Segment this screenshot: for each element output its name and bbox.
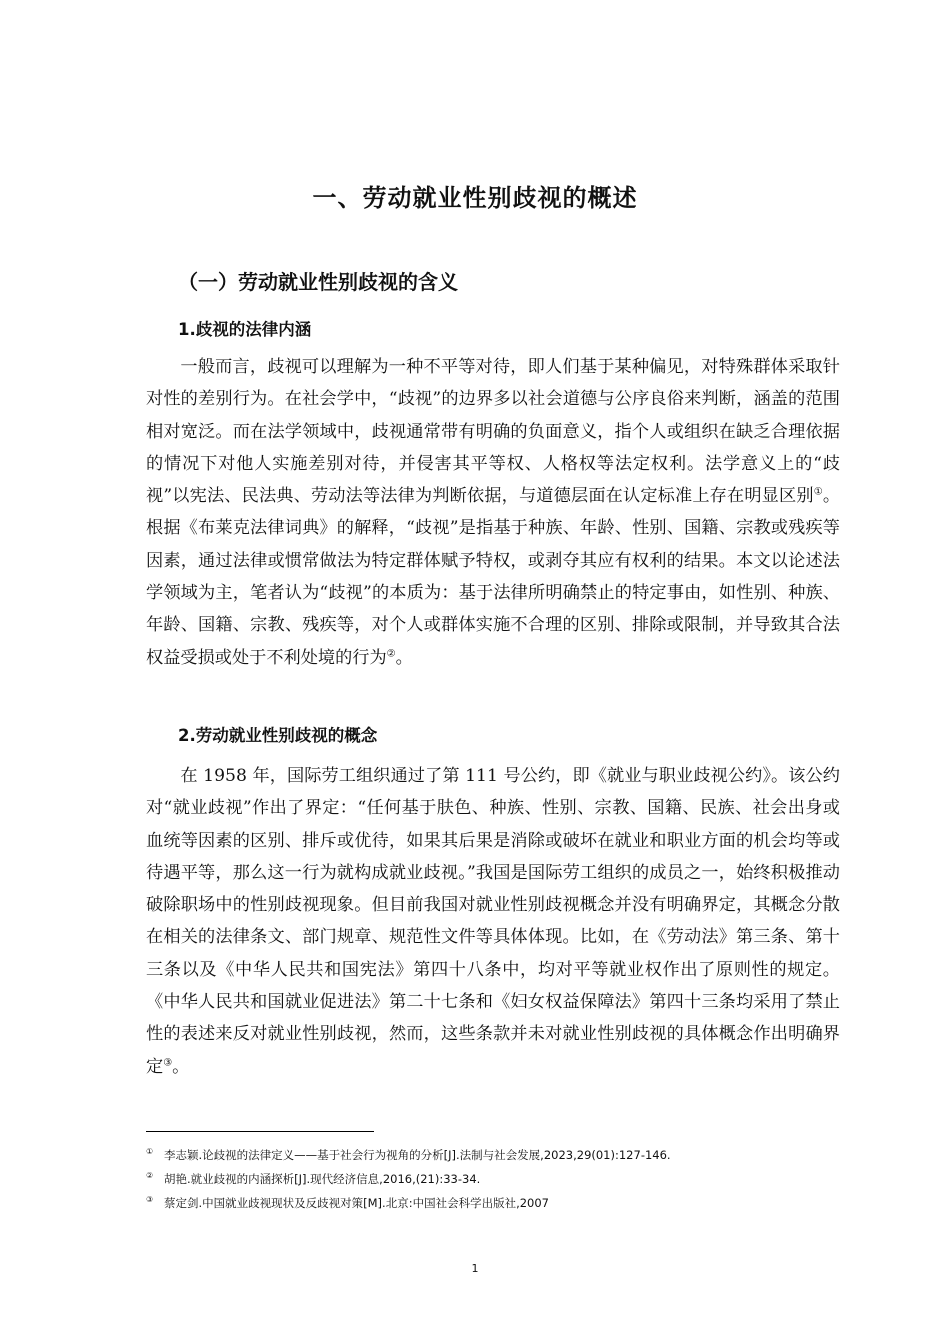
paragraph-text: 。: [172, 1056, 190, 1077]
paragraph-text: 。: [395, 647, 413, 668]
footnote-reference-2[interactable]: ②: [386, 647, 396, 659]
footnote-1: [146, 1147, 671, 1163]
footnote-reference-3[interactable]: ③: [163, 1056, 173, 1068]
page-number: 1: [471, 1262, 479, 1275]
footnote-mark: ①: [146, 1147, 154, 1156]
paragraph-text: 在 1958 年，国际劳工组织通过了第 111 号公约，即《就业与职业歧视公约》。该公约对“就业歧视”作出了界定：“任何基于肤色、种族、性别、宗教、国籍、民族、社会出身或血统等因素的区别、排斥或优待，如果其后果是消除或破坏在就业和职业方面的机会均等或待遇平等，那么这一行为就构成就业歧视。”我国是国际劳工组织的成员之一，始终积极推动破除职场中的性别歧视现象。但目前我国对就业性别歧视概念并没有明确界定，其概念分散在相关的法律条文、部门规章、规范性文件等具体体现。比如，在《劳动法》第三条、第十三条以及《中华人民共和国宪法》第四十八条中，均对平等就业权作出了原则性的规定。《中华人民共和国就业促进法》第二十七条和《妇女权益保障法》第四十三条均采用了禁止性的表述来反对就业性别歧视，然而，这些条款并未对就业性别歧视的具体概念作出明确界定: [146, 766, 840, 1077]
section-title: （一）劳动就业性别歧视的含义: [178, 270, 458, 294]
footnote-separator: [146, 1131, 374, 1132]
paragraph-text: 。根据《布莱克法律词典》的解释，“歧视”是指基于种族、年龄、性别、国籍、宗教或残疾等因素，通过法律或惯常做法为特定群体赋予特权，或剥夺其应有权利的结果。本文以论述法学领域为主，笔者认为“歧视”的本质为：基于法律所明确禁止的特定事由，如性别、种族、年龄、国籍、宗教、残疾等，对个人或群体实施不合理的区别、排除或限制，并导致其合法权益受损或处于不利处境的行为: [146, 486, 841, 668]
footnote-reference-1[interactable]: ①: [813, 486, 823, 498]
footnote-mark: ②: [146, 1171, 154, 1180]
paragraph-legal-meaning: [146, 351, 840, 674]
footnote-text: 李志颖.论歧视的法律定义——基于社会行为视角的分析[J].法制与社会发展,2023,29(01):127-146.: [164, 1148, 671, 1162]
paragraph-employment-concept: [146, 760, 840, 1083]
footnote-mark: ③: [146, 1195, 154, 1204]
footnote-2: [146, 1171, 480, 1187]
subsection-title-1: 1.歧视的法律内涵: [178, 320, 312, 339]
footnote-text: 蔡定剑.中国就业歧视现状及反歧视对策[M].北京:中国社会科学出版社,2007: [164, 1196, 549, 1210]
paragraph-text: 一般而言，歧视可以理解为一种不平等对待，即人们基于某种偏见，对特殊群体采取针对性的差别行为。在社会学中，“歧视”的边界多以社会道德与公序良俗来判断，涵盖的范围相对宽泛。而在法学领域中，歧视通常带有明确的负面意义，指个人或组织在缺乏合理依据的情况下对他人实施差别对待，并侵害其平等权、人格权等法定权利。法学意义上的“歧视”以宪法、民法典、劳动法等法律为判断依据，与道德层面在认定标准上存在明显区别: [146, 357, 840, 507]
footnote-3: [146, 1195, 549, 1211]
subsection-title-2: 2.劳动就业性别歧视的概念: [178, 726, 378, 745]
chapter-title: 一、劳动就业性别歧视的概述: [312, 184, 638, 212]
footnote-text: 胡艳.就业歧视的内涵探析[J].现代经济信息,2016,(21):33-34.: [164, 1172, 481, 1186]
